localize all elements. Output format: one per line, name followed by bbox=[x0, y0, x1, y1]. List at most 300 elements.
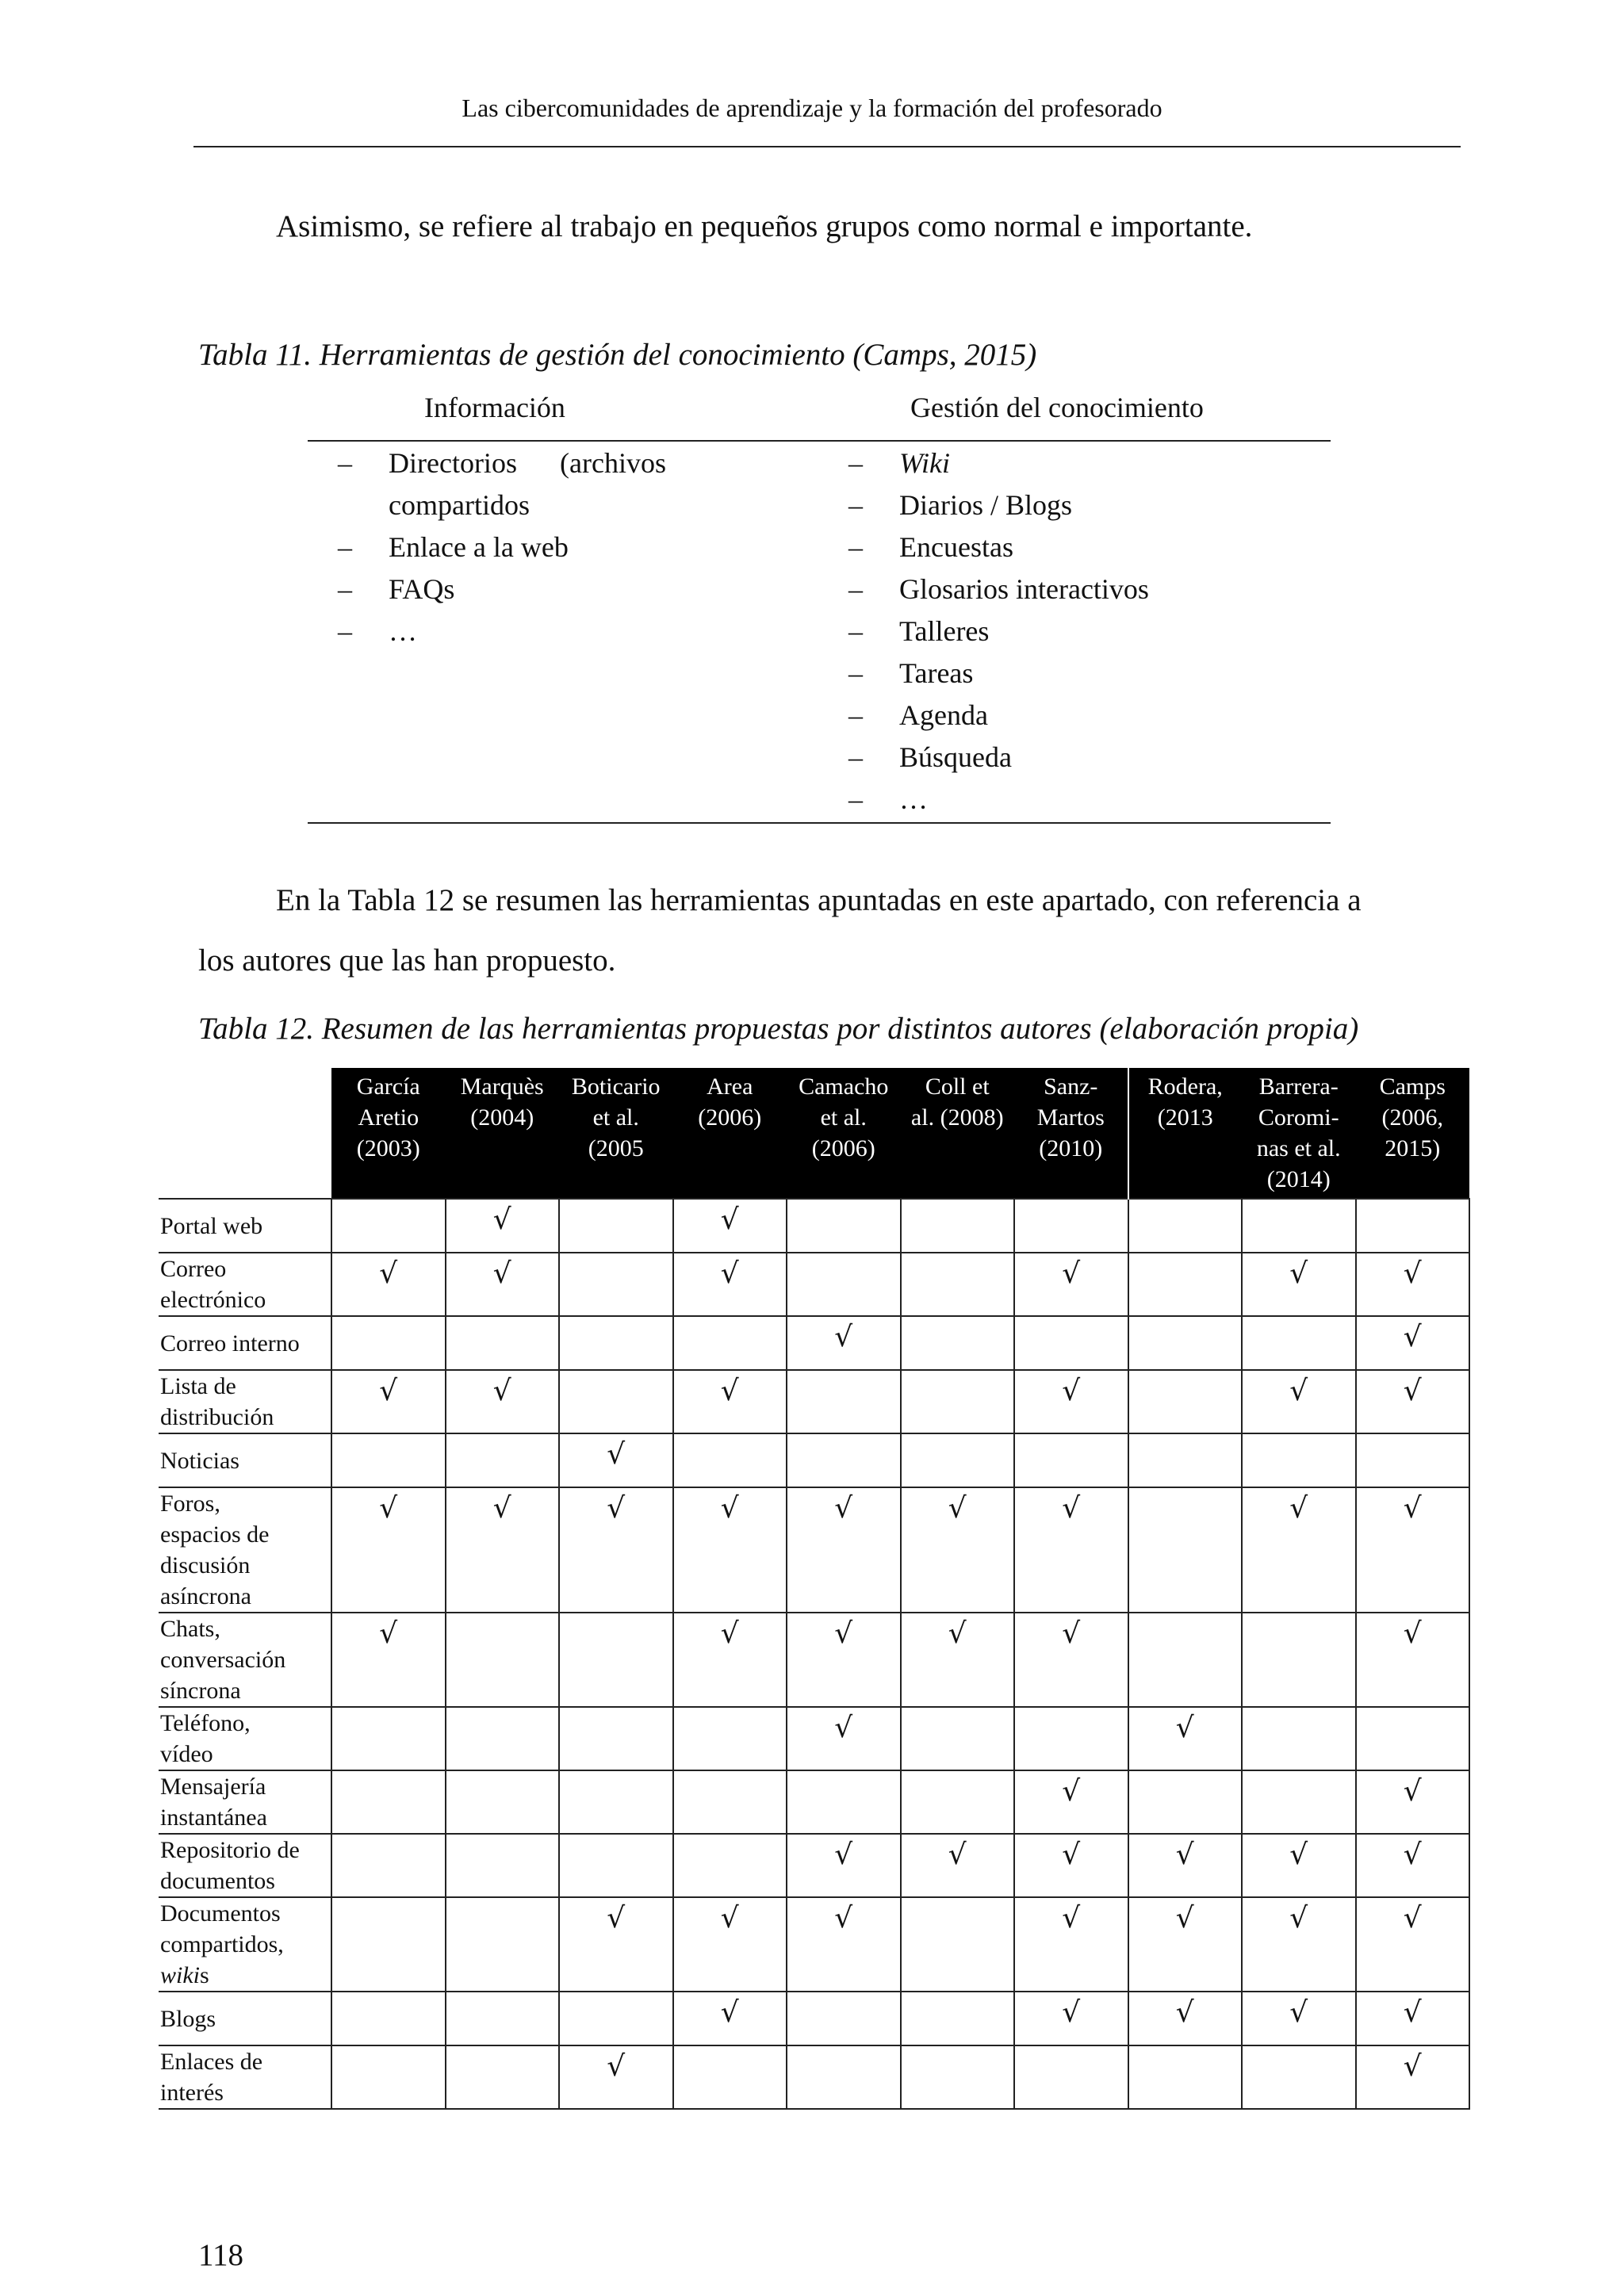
paragraph-2-line-2: los autores que las han propuesto. bbox=[198, 943, 616, 978]
check-cell bbox=[1242, 1992, 1356, 2045]
row-header-line: Portal web bbox=[160, 1212, 263, 1239]
table-row bbox=[159, 1433, 1469, 1487]
paragraph-1: Asimismo, se refiere al trabajo en pequeños grupos como normal e importante. bbox=[276, 209, 1253, 243]
check-mark: √ bbox=[720, 1902, 739, 1934]
empty-cell bbox=[901, 1433, 1015, 1487]
table12-row-header bbox=[159, 1834, 331, 1897]
check-cell bbox=[1356, 1897, 1470, 1992]
empty-cell bbox=[1014, 2045, 1128, 2109]
author-header-line: 2015) bbox=[1385, 1135, 1441, 1161]
author-header-line: García bbox=[356, 1073, 420, 1100]
check-cell bbox=[1014, 1370, 1128, 1433]
author-header-line: Camps bbox=[1379, 1073, 1446, 1100]
check-mark: √ bbox=[1175, 1839, 1194, 1871]
check-cell bbox=[1242, 1487, 1356, 1613]
empty-cell bbox=[1242, 2045, 1356, 2109]
list-item: – Tareas bbox=[848, 652, 1293, 695]
table12-row-header bbox=[159, 1770, 331, 1834]
table-row bbox=[159, 1316, 1469, 1370]
empty-cell bbox=[901, 1897, 1015, 1992]
table-row bbox=[159, 2045, 1469, 2109]
check-mark: √ bbox=[1062, 1375, 1081, 1407]
check-cell bbox=[1014, 1897, 1128, 1992]
table11-right-list bbox=[848, 442, 1293, 821]
row-header-line: Correo bbox=[160, 1256, 227, 1282]
table11-col-informacion: Información bbox=[424, 392, 565, 423]
check-mark: √ bbox=[379, 1617, 398, 1650]
check-mark: √ bbox=[1403, 1257, 1422, 1290]
author-header-line: (2004) bbox=[470, 1104, 534, 1131]
empty-cell bbox=[787, 2045, 901, 2109]
list-item: – Agenda bbox=[848, 695, 1293, 737]
check-cell bbox=[1356, 1613, 1470, 1707]
empty-cell bbox=[331, 1433, 446, 1487]
author-header-line: (2006) bbox=[698, 1104, 762, 1131]
row-header-line: interés bbox=[160, 2080, 224, 2106]
table12-author-header bbox=[673, 1068, 787, 1199]
table-row bbox=[159, 1370, 1469, 1433]
empty-cell bbox=[446, 1770, 560, 1834]
author-header-line: Barrera- bbox=[1258, 1073, 1339, 1100]
empty-cell bbox=[901, 2045, 1015, 2109]
check-mark: √ bbox=[1403, 1375, 1422, 1407]
author-header-line: Coll et bbox=[925, 1073, 990, 1100]
check-cell bbox=[1014, 1834, 1128, 1897]
empty-cell bbox=[901, 1253, 1015, 1316]
table-row bbox=[159, 1992, 1469, 2045]
header-rule bbox=[193, 146, 1461, 147]
row-header-line: vídeo bbox=[160, 1741, 213, 1767]
row-header-line: instantánea bbox=[160, 1804, 267, 1831]
check-mark: √ bbox=[948, 1839, 967, 1871]
empty-cell bbox=[446, 1613, 560, 1707]
table12-author-header bbox=[559, 1068, 673, 1199]
check-cell bbox=[1128, 1834, 1243, 1897]
table12-row-header bbox=[159, 1897, 331, 1992]
author-header-line: Aretio bbox=[358, 1104, 419, 1131]
empty-cell bbox=[1128, 1199, 1243, 1253]
check-cell bbox=[1356, 1487, 1470, 1613]
running-header: Las cibercomunidades de aprendizaje y la formación del profesorado bbox=[462, 94, 1162, 122]
table12-row-header bbox=[159, 1370, 331, 1433]
table12-author-header bbox=[787, 1068, 901, 1199]
check-mark: √ bbox=[720, 1492, 739, 1525]
check-mark: √ bbox=[1403, 1996, 1422, 2029]
check-mark: √ bbox=[834, 1617, 853, 1650]
check-cell bbox=[446, 1370, 560, 1433]
check-cell bbox=[331, 1253, 446, 1316]
table12-author-header bbox=[1356, 1068, 1470, 1199]
check-cell bbox=[673, 1487, 787, 1613]
check-cell bbox=[1014, 1253, 1128, 1316]
table-row bbox=[159, 1613, 1469, 1707]
check-mark: √ bbox=[720, 1996, 739, 2029]
author-header-line: Camacho bbox=[799, 1073, 889, 1100]
table-row bbox=[159, 1770, 1469, 1834]
row-header-line bbox=[160, 1960, 331, 1991]
list-item-continuation: compartidos bbox=[389, 489, 530, 521]
empty-cell bbox=[673, 2045, 787, 2109]
empty-cell bbox=[331, 1707, 446, 1770]
check-mark: √ bbox=[1062, 1617, 1081, 1650]
list-item bbox=[338, 442, 703, 484]
empty-cell bbox=[673, 1316, 787, 1370]
author-header-line: (2005 bbox=[588, 1135, 644, 1161]
check-mark: √ bbox=[1062, 1257, 1081, 1290]
author-header-line: (2006) bbox=[811, 1135, 875, 1161]
empty-cell bbox=[1128, 1433, 1243, 1487]
table11-caption: Tabla 11. Herramientas de gestión del conocimiento (Camps, 2015) bbox=[198, 338, 1037, 372]
check-cell bbox=[446, 1253, 560, 1316]
empty-cell bbox=[331, 1834, 446, 1897]
check-mark: √ bbox=[1403, 1775, 1422, 1808]
empty-cell bbox=[1242, 1433, 1356, 1487]
empty-cell bbox=[787, 1199, 901, 1253]
empty-cell bbox=[787, 1433, 901, 1487]
table11-col-gestion: Gestión del conocimiento bbox=[910, 392, 1204, 423]
empty-cell bbox=[1356, 1707, 1470, 1770]
row-header-line: Enlaces de bbox=[160, 2049, 263, 2075]
check-mark: √ bbox=[1289, 1375, 1308, 1407]
empty-cell bbox=[787, 1992, 901, 2045]
check-mark: √ bbox=[1289, 1902, 1308, 1934]
empty-cell bbox=[331, 1316, 446, 1370]
empty-cell bbox=[331, 1770, 446, 1834]
table-row bbox=[159, 1707, 1469, 1770]
check-mark: √ bbox=[1403, 1492, 1422, 1525]
page-number: 118 bbox=[198, 2238, 244, 2272]
check-cell bbox=[1014, 1770, 1128, 1834]
table12 bbox=[159, 1068, 1470, 2110]
check-mark: √ bbox=[1289, 1839, 1308, 1871]
check-mark: √ bbox=[607, 2050, 626, 2083]
empty-cell bbox=[1128, 1316, 1243, 1370]
empty-cell bbox=[1242, 1770, 1356, 1834]
check-mark: √ bbox=[1175, 1996, 1194, 2029]
table12-row-header bbox=[159, 1316, 331, 1370]
table11-top-rule bbox=[308, 440, 1331, 442]
empty-cell bbox=[1014, 1433, 1128, 1487]
check-mark: √ bbox=[834, 1902, 853, 1934]
check-mark: √ bbox=[607, 1902, 626, 1934]
check-cell bbox=[1356, 1834, 1470, 1897]
empty-cell bbox=[559, 1707, 673, 1770]
check-cell bbox=[787, 1834, 901, 1897]
paragraph-2-line-1: En la Tabla 12 se resumen las herramientas apuntadas en este apartado, con referencia a bbox=[276, 883, 1362, 917]
empty-cell bbox=[1014, 1316, 1128, 1370]
check-cell bbox=[1014, 1487, 1128, 1613]
check-cell bbox=[787, 1316, 901, 1370]
list-item: – Diarios / Blogs bbox=[848, 484, 1293, 526]
table-row bbox=[159, 1253, 1469, 1316]
row-header-line: Mensajería bbox=[160, 1774, 266, 1800]
empty-cell bbox=[1128, 1770, 1243, 1834]
empty-cell bbox=[446, 1316, 560, 1370]
table-row bbox=[159, 1199, 1469, 1253]
empty-cell bbox=[1014, 1199, 1128, 1253]
table12-author-header bbox=[446, 1068, 560, 1199]
check-mark: √ bbox=[948, 1492, 967, 1525]
row-header-line: compartidos, bbox=[160, 1931, 284, 1957]
table12-row-header bbox=[159, 1613, 331, 1707]
empty-cell bbox=[901, 1707, 1015, 1770]
check-mark: √ bbox=[720, 1257, 739, 1290]
table12-caption: Tabla 12. Resumen de las herramientas propuestas por distintos autores (elaboración propia) bbox=[198, 1012, 1359, 1046]
row-header-line: electrónico bbox=[160, 1287, 266, 1313]
check-cell bbox=[446, 1487, 560, 1613]
check-mark: √ bbox=[834, 1492, 853, 1525]
check-cell bbox=[901, 1613, 1015, 1707]
check-mark: √ bbox=[1062, 1902, 1081, 1934]
empty-cell bbox=[673, 1834, 787, 1897]
list-item: – Glosarios interactivos bbox=[848, 568, 1293, 610]
table12-row-header bbox=[159, 1433, 331, 1487]
check-cell bbox=[673, 1199, 787, 1253]
author-header-line: (2006, bbox=[1381, 1104, 1443, 1131]
row-header-line: Correo interno bbox=[160, 1330, 300, 1357]
check-mark: √ bbox=[1403, 1839, 1422, 1871]
table12-row-header bbox=[159, 2045, 331, 2109]
check-mark: √ bbox=[607, 1492, 626, 1525]
check-cell bbox=[673, 1370, 787, 1433]
list-item: – Talleres bbox=[848, 610, 1293, 652]
empty-cell bbox=[901, 1370, 1015, 1433]
author-header-line: et al. bbox=[592, 1104, 639, 1131]
row-header-line: Lista de bbox=[160, 1373, 236, 1399]
empty-cell bbox=[559, 1253, 673, 1316]
check-mark: √ bbox=[720, 1617, 739, 1650]
check-mark: √ bbox=[1403, 1321, 1422, 1353]
list-item: – Enlace a la web bbox=[338, 526, 703, 568]
list-item: – Encuestas bbox=[848, 526, 1293, 568]
check-cell bbox=[1242, 1370, 1356, 1433]
check-mark: √ bbox=[1403, 1902, 1422, 1934]
row-header-suffix: s bbox=[200, 1962, 209, 1988]
check-cell bbox=[787, 1613, 901, 1707]
list-item: – FAQs bbox=[338, 568, 703, 610]
author-header-line: Boticario bbox=[571, 1073, 661, 1100]
check-cell bbox=[1356, 1253, 1470, 1316]
empty-cell bbox=[1128, 1487, 1243, 1613]
check-cell bbox=[1356, 1992, 1470, 2045]
empty-cell bbox=[1128, 1253, 1243, 1316]
check-cell bbox=[787, 1897, 901, 1992]
check-cell bbox=[787, 1487, 901, 1613]
check-mark: √ bbox=[834, 1712, 853, 1744]
table12-author-header bbox=[1128, 1068, 1243, 1199]
empty-cell bbox=[559, 1770, 673, 1834]
empty-cell bbox=[446, 1433, 560, 1487]
row-header-italic: wiki bbox=[160, 1962, 200, 1988]
check-cell bbox=[331, 1370, 446, 1433]
check-mark: √ bbox=[720, 1375, 739, 1407]
check-cell bbox=[787, 1707, 901, 1770]
empty-cell bbox=[787, 1770, 901, 1834]
check-cell bbox=[331, 1487, 446, 1613]
check-cell bbox=[1356, 2045, 1470, 2109]
empty-cell bbox=[559, 1370, 673, 1433]
empty-cell bbox=[559, 1199, 673, 1253]
empty-cell bbox=[673, 1433, 787, 1487]
table12-row-header bbox=[159, 1992, 331, 2045]
author-header-line: Sanz- bbox=[1044, 1073, 1098, 1100]
empty-cell bbox=[1014, 1707, 1128, 1770]
row-header-line: discusión bbox=[160, 1552, 251, 1578]
table12-author-header bbox=[1014, 1068, 1128, 1199]
check-mark: √ bbox=[948, 1617, 967, 1650]
list-item-text: – Directorios bbox=[389, 447, 517, 479]
empty-cell bbox=[1128, 1370, 1243, 1433]
author-header-line: Rodera, bbox=[1147, 1073, 1223, 1100]
row-header-line: distribución bbox=[160, 1404, 274, 1430]
empty-cell bbox=[559, 1613, 673, 1707]
check-cell bbox=[673, 1897, 787, 1992]
author-header-line: et al. bbox=[820, 1104, 867, 1131]
list-item: – Búsqueda bbox=[848, 737, 1293, 779]
author-header-line: (2010) bbox=[1039, 1135, 1103, 1161]
check-cell bbox=[1242, 1834, 1356, 1897]
check-mark: √ bbox=[492, 1203, 511, 1236]
empty-cell bbox=[673, 1707, 787, 1770]
empty-cell bbox=[1128, 1613, 1243, 1707]
check-mark: √ bbox=[1289, 1257, 1308, 1290]
row-header-line: documentos bbox=[160, 1868, 275, 1894]
author-header-line: Area bbox=[707, 1073, 753, 1100]
author-header-line: Marquès bbox=[460, 1073, 544, 1100]
row-header-line: síncrona bbox=[160, 1678, 241, 1704]
check-cell bbox=[559, 1433, 673, 1487]
row-header-line: conversación bbox=[160, 1647, 286, 1673]
empty-cell bbox=[446, 1897, 560, 1992]
empty-cell bbox=[1242, 1613, 1356, 1707]
check-cell bbox=[1242, 1897, 1356, 1992]
author-header-line: Coromi- bbox=[1258, 1104, 1339, 1131]
table12-author-header bbox=[1242, 1068, 1356, 1199]
empty-cell bbox=[901, 1199, 1015, 1253]
empty-cell bbox=[673, 1770, 787, 1834]
table-row bbox=[159, 1487, 1469, 1613]
row-header-line: Noticias bbox=[160, 1447, 239, 1474]
check-mark: √ bbox=[1289, 1492, 1308, 1525]
author-header-line: al. (2008) bbox=[910, 1104, 1004, 1131]
check-cell bbox=[901, 1834, 1015, 1897]
author-header-line: Martos bbox=[1036, 1104, 1105, 1131]
check-mark: √ bbox=[834, 1839, 853, 1871]
empty-cell bbox=[901, 1770, 1015, 1834]
check-mark: √ bbox=[1062, 1492, 1081, 1525]
check-mark: √ bbox=[379, 1375, 398, 1407]
table11-left-list bbox=[338, 442, 703, 652]
check-mark: √ bbox=[1403, 1617, 1422, 1650]
check-cell bbox=[331, 1613, 446, 1707]
empty-cell bbox=[331, 1992, 446, 2045]
empty-cell bbox=[1242, 1199, 1356, 1253]
empty-cell bbox=[559, 1316, 673, 1370]
list-item: – Wiki bbox=[848, 442, 1293, 484]
empty-cell bbox=[1242, 1316, 1356, 1370]
empty-cell bbox=[1356, 1433, 1470, 1487]
author-header-line: (2003) bbox=[356, 1135, 420, 1161]
list-item: – … bbox=[338, 610, 703, 652]
check-cell bbox=[1014, 1992, 1128, 2045]
check-mark: √ bbox=[492, 1375, 511, 1407]
check-mark: √ bbox=[1062, 1996, 1081, 2029]
row-header-line: Chats, bbox=[160, 1616, 220, 1642]
table12-row-header bbox=[159, 1199, 331, 1253]
check-cell bbox=[1356, 1316, 1470, 1370]
check-mark: √ bbox=[379, 1492, 398, 1525]
row-header-line: asíncrona bbox=[160, 1583, 251, 1609]
empty-cell bbox=[446, 2045, 560, 2109]
check-cell bbox=[1128, 1897, 1243, 1992]
check-mark: √ bbox=[492, 1257, 511, 1290]
check-cell bbox=[1356, 1370, 1470, 1433]
row-header-line: espacios de bbox=[160, 1521, 270, 1548]
empty-cell bbox=[446, 1992, 560, 2045]
check-cell bbox=[901, 1487, 1015, 1613]
empty-cell bbox=[1128, 2045, 1243, 2109]
list-item: – … bbox=[848, 779, 1293, 821]
table12-row-header bbox=[159, 1253, 331, 1316]
row-header-line: Blogs bbox=[160, 2005, 216, 2032]
check-cell bbox=[1128, 1707, 1243, 1770]
table12-author-header bbox=[331, 1068, 446, 1199]
check-cell bbox=[1242, 1253, 1356, 1316]
table11-bottom-rule bbox=[308, 822, 1331, 824]
check-cell bbox=[559, 2045, 673, 2109]
check-cell bbox=[673, 1613, 787, 1707]
empty-cell bbox=[1356, 1199, 1470, 1253]
check-cell bbox=[559, 1487, 673, 1613]
check-cell bbox=[1014, 1613, 1128, 1707]
table12-row-header bbox=[159, 1707, 331, 1770]
empty-cell bbox=[901, 1992, 1015, 2045]
empty-cell bbox=[559, 1992, 673, 2045]
table12-row-header bbox=[159, 1487, 331, 1613]
empty-cell bbox=[787, 1253, 901, 1316]
check-mark: √ bbox=[834, 1321, 853, 1353]
check-cell bbox=[559, 1897, 673, 1992]
list-item-text: (archivos bbox=[560, 447, 666, 479]
check-mark: √ bbox=[1062, 1775, 1081, 1808]
empty-cell bbox=[446, 1707, 560, 1770]
author-header-line: (2013 bbox=[1157, 1104, 1213, 1131]
check-mark: √ bbox=[492, 1492, 511, 1525]
check-mark: √ bbox=[1289, 1996, 1308, 2029]
empty-cell bbox=[331, 1897, 446, 1992]
check-cell bbox=[1128, 1992, 1243, 2045]
check-mark: √ bbox=[720, 1203, 739, 1236]
empty-cell bbox=[331, 1199, 446, 1253]
check-mark: √ bbox=[1062, 1839, 1081, 1871]
table12-author-header bbox=[901, 1068, 1015, 1199]
empty-cell bbox=[787, 1370, 901, 1433]
check-mark: √ bbox=[379, 1257, 398, 1290]
check-mark: √ bbox=[607, 1438, 626, 1471]
row-header-line: Foros, bbox=[160, 1490, 220, 1517]
row-header-line: Repositorio de bbox=[160, 1837, 300, 1863]
check-cell bbox=[673, 1992, 787, 2045]
author-header-line: nas et al. bbox=[1256, 1135, 1341, 1161]
check-cell bbox=[1356, 1770, 1470, 1834]
empty-cell bbox=[901, 1316, 1015, 1370]
empty-cell bbox=[1242, 1707, 1356, 1770]
table-row bbox=[159, 1897, 1469, 1992]
empty-cell bbox=[331, 2045, 446, 2109]
check-mark: √ bbox=[1175, 1712, 1194, 1744]
row-header-line: Documentos bbox=[160, 1900, 281, 1927]
check-cell bbox=[673, 1253, 787, 1316]
